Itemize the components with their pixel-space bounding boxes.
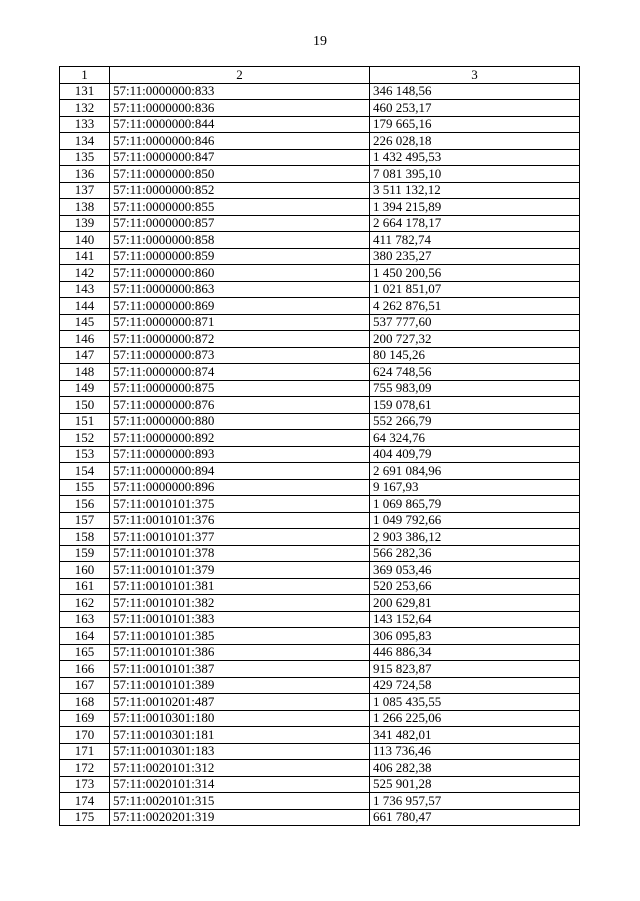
cadastral-value: 1 069 865,79	[370, 496, 580, 513]
table-row	[60, 133, 580, 150]
row-number: 156	[60, 496, 110, 513]
table-row	[60, 347, 580, 364]
cadastral-number: 57:11:0000000:896	[110, 479, 370, 496]
row-number: 160	[60, 562, 110, 579]
row-number: 172	[60, 760, 110, 777]
row-number: 146	[60, 331, 110, 348]
cadastral-value: 624 748,56	[370, 364, 580, 381]
cadastral-number: 57:11:0010301:181	[110, 727, 370, 744]
cadastral-number: 57:11:0020101:312	[110, 760, 370, 777]
row-number: 163	[60, 611, 110, 628]
table-row	[60, 727, 580, 744]
cadastral-number: 57:11:0000000:869	[110, 298, 370, 315]
cadastral-number: 57:11:0000000:844	[110, 116, 370, 133]
table-row	[60, 512, 580, 529]
cadastral-value: 1 450 200,56	[370, 265, 580, 282]
cadastral-value: 915 823,87	[370, 661, 580, 678]
table-row	[60, 265, 580, 282]
cadastral-value: 411 782,74	[370, 232, 580, 249]
row-number: 138	[60, 199, 110, 216]
cadastral-number: 57:11:0000000:847	[110, 149, 370, 166]
cadastral-value: 369 053,46	[370, 562, 580, 579]
row-number: 136	[60, 166, 110, 183]
table-row	[60, 496, 580, 513]
row-number: 153	[60, 446, 110, 463]
row-number: 173	[60, 776, 110, 793]
cadastral-value: 9 167,93	[370, 479, 580, 496]
table-row	[60, 331, 580, 348]
cadastral-value: 113 736,46	[370, 743, 580, 760]
table-row	[60, 314, 580, 331]
cadastral-value: 80 145,26	[370, 347, 580, 364]
cadastral-number: 57:11:0000000:855	[110, 199, 370, 216]
row-number: 135	[60, 149, 110, 166]
table-row	[60, 413, 580, 430]
cadastral-value: 404 409,79	[370, 446, 580, 463]
table-body	[60, 83, 580, 826]
cadastral-number: 57:11:0000000:894	[110, 463, 370, 480]
cadastral-value: 755 983,09	[370, 380, 580, 397]
cadastral-value: 341 482,01	[370, 727, 580, 744]
table-row	[60, 562, 580, 579]
table-row	[60, 661, 580, 678]
cadastral-value: 661 780,47	[370, 809, 580, 826]
table-row	[60, 248, 580, 265]
cadastral-number: 57:11:0010101:376	[110, 512, 370, 529]
row-number: 154	[60, 463, 110, 480]
row-number: 140	[60, 232, 110, 249]
row-number: 131	[60, 83, 110, 100]
cadastral-number: 57:11:0010101:381	[110, 578, 370, 595]
cadastral-value: 306 095,83	[370, 628, 580, 645]
cadastral-number: 57:11:0000000:859	[110, 248, 370, 265]
row-number: 171	[60, 743, 110, 760]
table-row	[60, 595, 580, 612]
cadastral-number: 57:11:0010101:386	[110, 644, 370, 661]
table-row	[60, 545, 580, 562]
row-number: 161	[60, 578, 110, 595]
cadastral-value: 1 085 435,55	[370, 694, 580, 711]
cadastral-number: 57:11:0000000:857	[110, 215, 370, 232]
cadastral-number: 57:11:0020101:314	[110, 776, 370, 793]
cadastral-number: 57:11:0010101:382	[110, 595, 370, 612]
table-row	[60, 644, 580, 661]
cadastral-number: 57:11:0010101:385	[110, 628, 370, 645]
row-number: 157	[60, 512, 110, 529]
table-row	[60, 166, 580, 183]
cadastral-number: 57:11:0000000:876	[110, 397, 370, 414]
table-row	[60, 446, 580, 463]
row-number: 175	[60, 809, 110, 826]
row-number: 158	[60, 529, 110, 546]
row-number: 166	[60, 661, 110, 678]
table-row	[60, 809, 580, 826]
cadastral-value: 2 691 084,96	[370, 463, 580, 480]
row-number: 148	[60, 364, 110, 381]
cadastral-value: 520 253,66	[370, 578, 580, 595]
table-row	[60, 397, 580, 414]
cadastral-number: 57:11:0010201:487	[110, 694, 370, 711]
cadastral-value: 446 886,34	[370, 644, 580, 661]
row-number: 142	[60, 265, 110, 282]
table-row	[60, 100, 580, 117]
cadastral-value: 7 081 395,10	[370, 166, 580, 183]
cadastral-value: 2 903 386,12	[370, 529, 580, 546]
row-number: 167	[60, 677, 110, 694]
row-number: 169	[60, 710, 110, 727]
table-row	[60, 149, 580, 166]
cadastral-value: 1 021 851,07	[370, 281, 580, 298]
row-number: 137	[60, 182, 110, 199]
row-number: 164	[60, 628, 110, 645]
column-header-2: 2	[110, 67, 370, 84]
table-row	[60, 677, 580, 694]
header-row	[60, 67, 580, 84]
table-row	[60, 116, 580, 133]
cadastral-number: 57:11:0000000:836	[110, 100, 370, 117]
cadastral-value: 552 266,79	[370, 413, 580, 430]
cadastral-number: 57:11:0010301:180	[110, 710, 370, 727]
row-number: 133	[60, 116, 110, 133]
row-number: 147	[60, 347, 110, 364]
cadastral-number: 57:11:0000000:871	[110, 314, 370, 331]
cadastral-number: 57:11:0010101:379	[110, 562, 370, 579]
cadastral-value: 460 253,17	[370, 100, 580, 117]
column-header-1: 1	[60, 67, 110, 84]
table-row	[60, 281, 580, 298]
table-row	[60, 611, 580, 628]
row-number: 144	[60, 298, 110, 315]
table-row	[60, 479, 580, 496]
row-number: 174	[60, 793, 110, 810]
cadastral-number: 57:11:0020101:315	[110, 793, 370, 810]
cadastral-number: 57:11:0000000:852	[110, 182, 370, 199]
cadastral-number: 57:11:0000000:850	[110, 166, 370, 183]
row-number: 159	[60, 545, 110, 562]
row-number: 145	[60, 314, 110, 331]
row-number: 134	[60, 133, 110, 150]
row-number: 152	[60, 430, 110, 447]
cadastral-number: 57:11:0010301:183	[110, 743, 370, 760]
cadastral-value: 179 665,16	[370, 116, 580, 133]
cadastral-value: 2 664 178,17	[370, 215, 580, 232]
cadastral-value: 159 078,61	[370, 397, 580, 414]
table-row	[60, 364, 580, 381]
row-number: 151	[60, 413, 110, 430]
cadastral-number: 57:11:0010101:387	[110, 661, 370, 678]
cadastral-value: 566 282,36	[370, 545, 580, 562]
table-row	[60, 529, 580, 546]
row-number: 155	[60, 479, 110, 496]
table-row	[60, 694, 580, 711]
table-row	[60, 743, 580, 760]
column-header-3: 3	[370, 67, 580, 84]
row-number: 143	[60, 281, 110, 298]
cadastral-value: 537 777,60	[370, 314, 580, 331]
cadastral-value: 200 727,32	[370, 331, 580, 348]
cadastral-value: 346 148,56	[370, 83, 580, 100]
cadastral-number: 57:11:0000000:874	[110, 364, 370, 381]
cadastral-number: 57:11:0000000:880	[110, 413, 370, 430]
cadastral-number: 57:11:0000000:833	[110, 83, 370, 100]
cadastral-number: 57:11:0000000:863	[110, 281, 370, 298]
cadastral-value: 4 262 876,51	[370, 298, 580, 315]
cadastral-value: 380 235,27	[370, 248, 580, 265]
table-row	[60, 628, 580, 645]
cadastral-value: 143 152,64	[370, 611, 580, 628]
table-row	[60, 215, 580, 232]
cadastral-number: 57:11:0010101:378	[110, 545, 370, 562]
cadastral-number: 57:11:0000000:858	[110, 232, 370, 249]
row-number: 150	[60, 397, 110, 414]
cadastral-number: 57:11:0000000:893	[110, 446, 370, 463]
cadastral-value: 226 028,18	[370, 133, 580, 150]
cadastral-number: 57:11:0000000:873	[110, 347, 370, 364]
cadastral-number: 57:11:0000000:860	[110, 265, 370, 282]
table-row	[60, 232, 580, 249]
cadastral-number: 57:11:0000000:872	[110, 331, 370, 348]
table-row	[60, 298, 580, 315]
cadastral-value: 1 736 957,57	[370, 793, 580, 810]
table-row	[60, 776, 580, 793]
row-number: 141	[60, 248, 110, 265]
cadastral-value: 3 511 132,12	[370, 182, 580, 199]
table-header	[60, 67, 580, 84]
table-row	[60, 380, 580, 397]
cadastral-value: 429 724,58	[370, 677, 580, 694]
cadastral-value: 1 266 225,06	[370, 710, 580, 727]
cadastral-number: 57:11:0000000:846	[110, 133, 370, 150]
table-row	[60, 83, 580, 100]
cadastral-value: 525 901,28	[370, 776, 580, 793]
table-row	[60, 710, 580, 727]
table-row	[60, 430, 580, 447]
table-row	[60, 182, 580, 199]
table-row	[60, 793, 580, 810]
cadastral-value: 1 432 495,53	[370, 149, 580, 166]
row-number: 162	[60, 595, 110, 612]
row-number: 170	[60, 727, 110, 744]
table-row	[60, 578, 580, 595]
row-number: 165	[60, 644, 110, 661]
cadastral-number: 57:11:0010101:383	[110, 611, 370, 628]
cadastral-value: 64 324,76	[370, 430, 580, 447]
cadastral-number: 57:11:0010101:389	[110, 677, 370, 694]
row-number: 139	[60, 215, 110, 232]
cadastral-value: 406 282,38	[370, 760, 580, 777]
cadastral-value: 1 049 792,66	[370, 512, 580, 529]
table-row	[60, 463, 580, 480]
cadastral-number: 57:11:0020201:319	[110, 809, 370, 826]
cadastral-number: 57:11:0000000:892	[110, 430, 370, 447]
table-row	[60, 760, 580, 777]
cadastral-number: 57:11:0000000:875	[110, 380, 370, 397]
row-number: 149	[60, 380, 110, 397]
row-number: 168	[60, 694, 110, 711]
cadastral-table	[59, 66, 580, 826]
cadastral-number: 57:11:0010101:375	[110, 496, 370, 513]
cadastral-value: 1 394 215,89	[370, 199, 580, 216]
page-number: 19	[313, 34, 327, 49]
table-row	[60, 199, 580, 216]
cadastral-value: 200 629,81	[370, 595, 580, 612]
cadastral-number: 57:11:0010101:377	[110, 529, 370, 546]
row-number: 132	[60, 100, 110, 117]
